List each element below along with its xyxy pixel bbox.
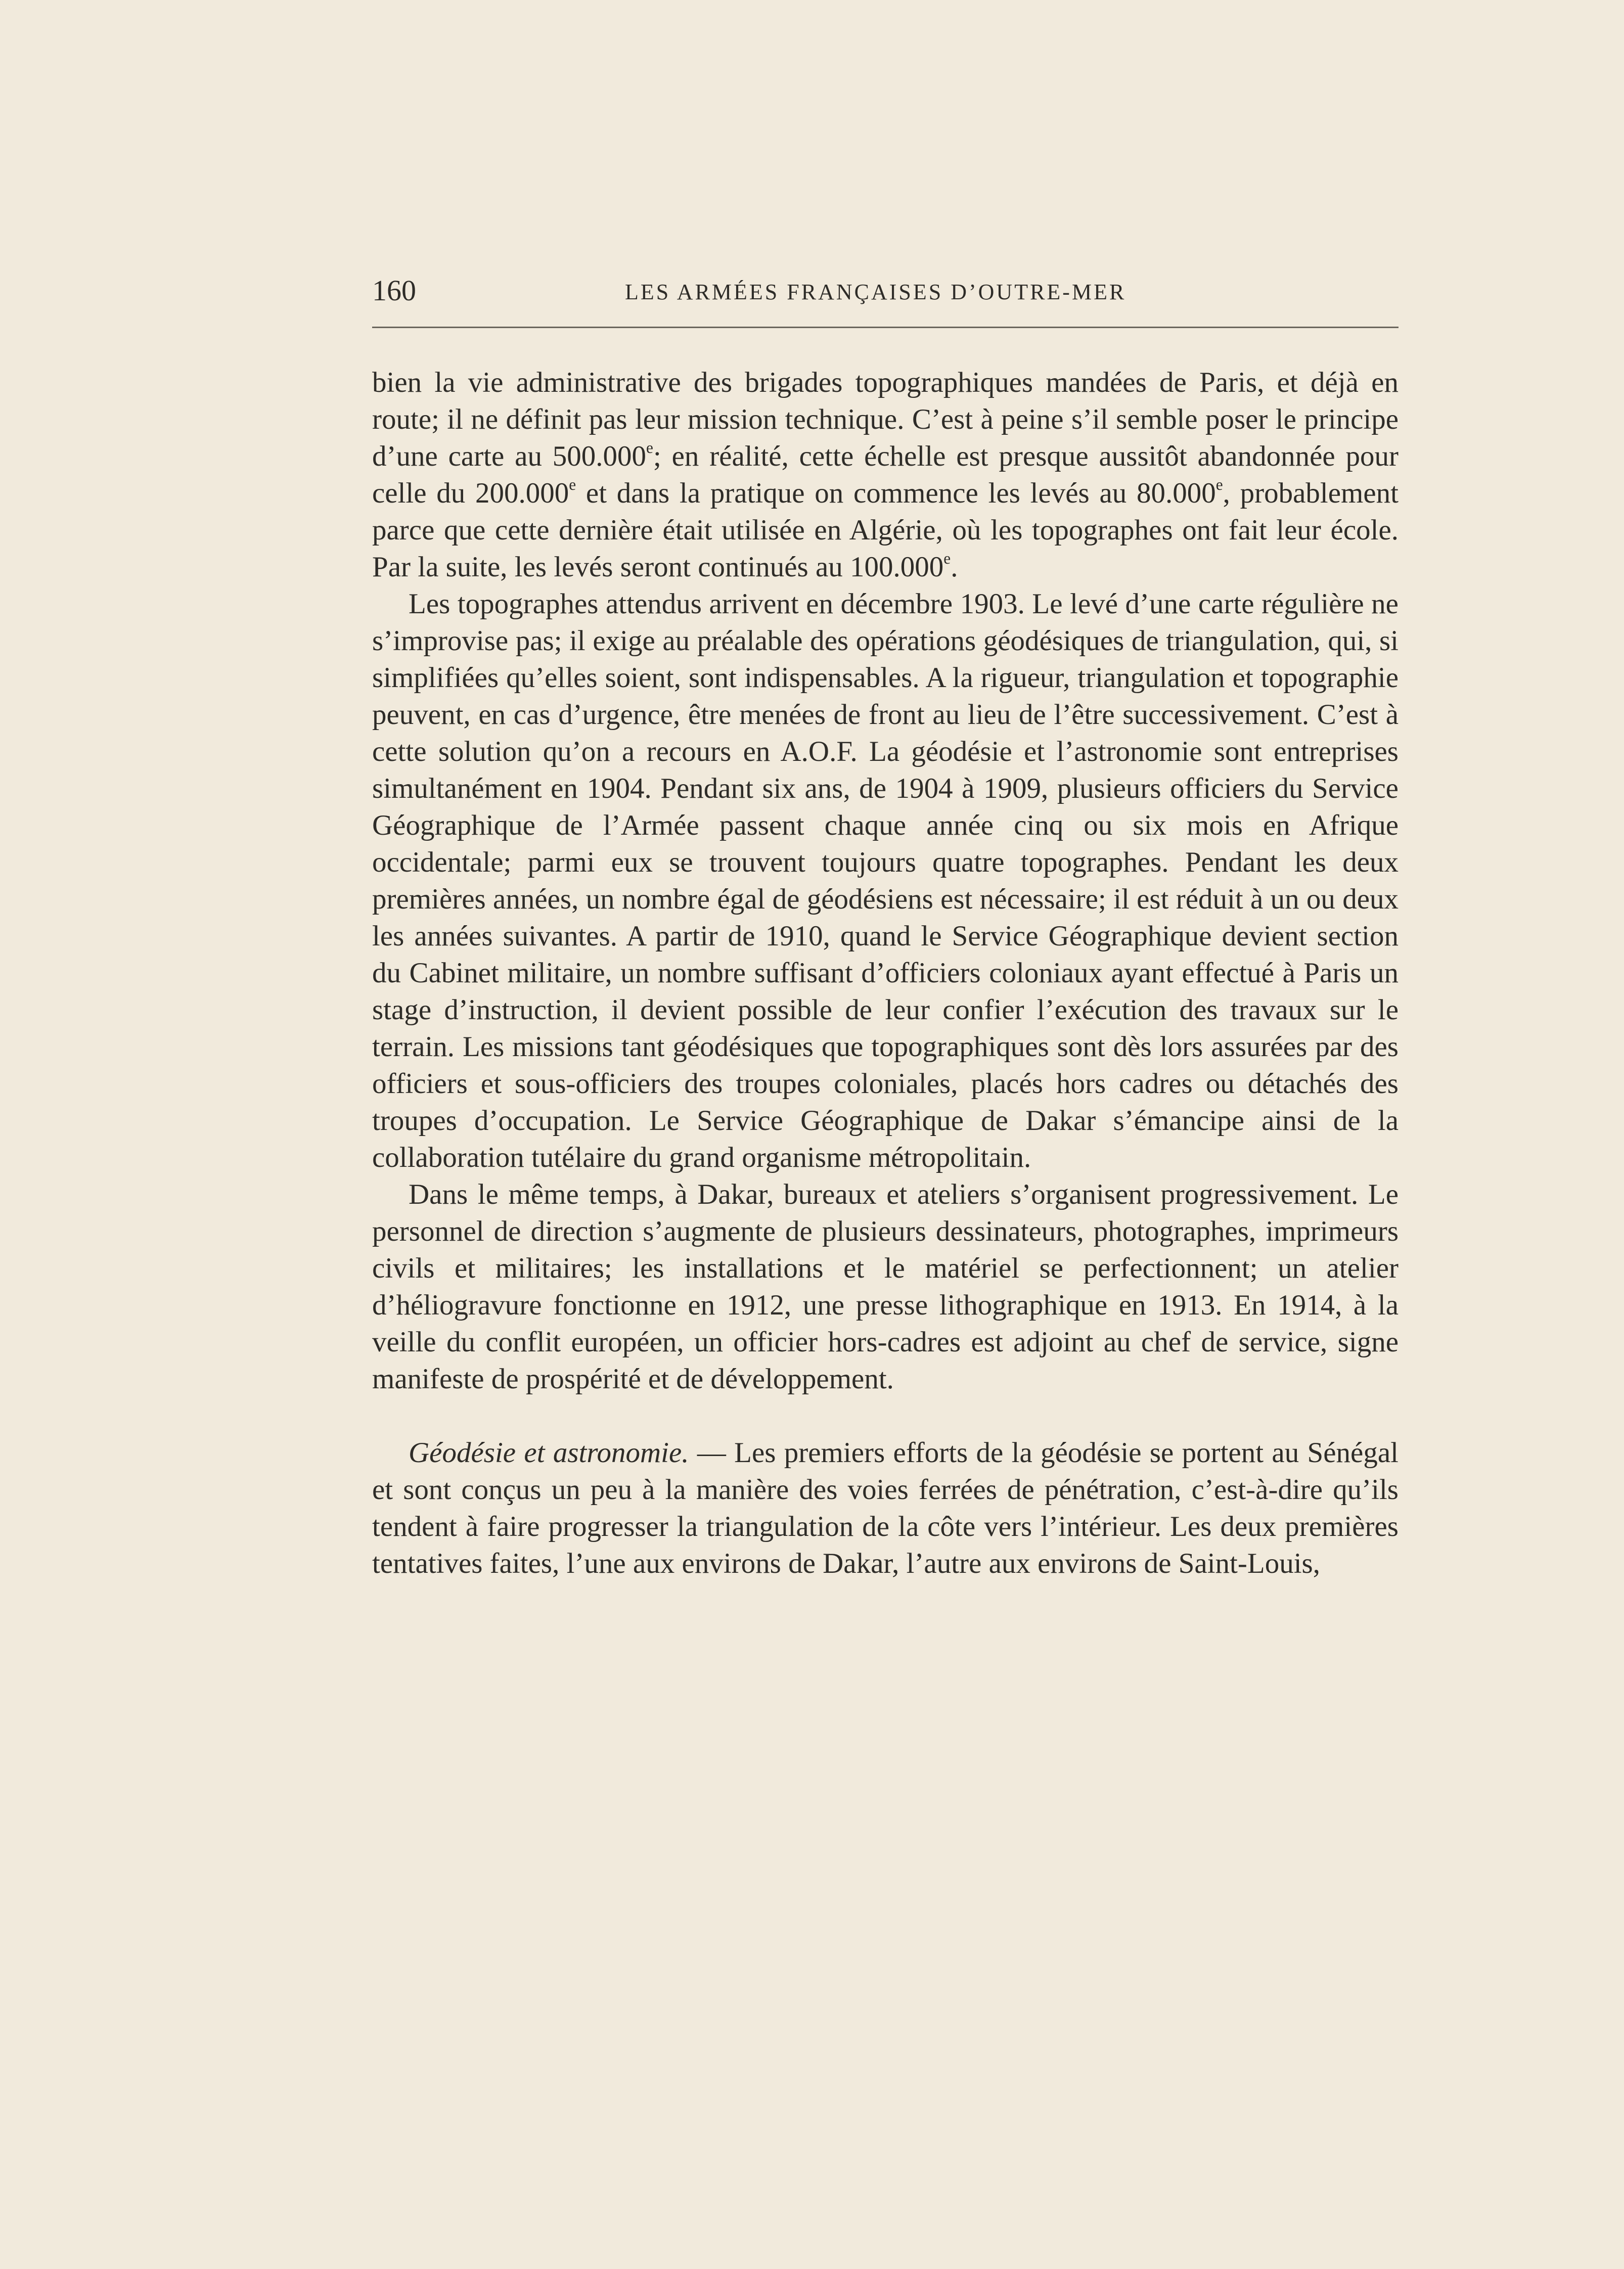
- paragraph-1-part-5: .: [951, 551, 958, 583]
- paragraph-1-part-1: bien la vie administrative des brigades topographiques mandées de Paris, et déjà en route; il ne définit pas leur mission technique. C’est à peine s’il semble poser le principe d’une carte au 500.000: [372, 367, 1399, 472]
- paragraph-3: Dans le même temps, à Dakar, bureaux et ateliers s’organisent progressivement. Le personnel de direction s’augmente de plusieurs dessinateurs, photographes, imprimeurs civils et militaires; les installations et le matériel se perfectionnent; un atelier d’héliogravure fonctionne en 1912, une presse lithographique en 1913. En 1914, à la veille du conflit européen, un officier hors-cadres est adjoint au chef de service, signe manifeste de prospérité et de développement.: [372, 1178, 1399, 1395]
- paragraph-1-part-3: et dans la pratique on commence les levés au 80.000: [576, 477, 1216, 509]
- body-text: [372, 364, 1399, 1582]
- page-number: 160: [372, 274, 416, 307]
- paragraph-4: [372, 1434, 1399, 1582]
- superscript-e: e: [1215, 475, 1223, 493]
- section-heading: Géodésie et astronomie.: [409, 1437, 689, 1469]
- header-rule: [372, 327, 1399, 328]
- paragraph-1-part-2: ; en réalité, cette échelle est presque aussitôt abandonnée pour celle du 200.000: [372, 440, 1399, 509]
- paragraph-2: Les topographes attendus arrivent en décembre 1903. Le levé d’une carte régulière ne s’improvise pas; il exige au préalable des opérations géodésiques de triangulation, qui, si simplifiées qu’elles soient, sont indispensables. A la rigueur, triangulation et topographie peuvent, en cas d’urgence, être menées de front au lieu de l’être successivement. C’est à cette solution qu’on a recours en A.O.F. La géodésie et l’astronomie sont entreprises simultanément en 1904. Pendant six ans, de 1904 à 1909, plusieurs officiers du Service Géographique de l’Armée passent chaque année cinq ou six mois en Afrique occidentale; parmi eux se trouvent toujours quatre topographes. Pendant les deux premières années, un nombre égal de géodésiens est nécessaire; il est réduit à un ou deux les années suivantes. A partir de 1910, quand le Service Géographique devient section du Cabinet militaire, un nombre suffisant d’officiers coloniaux ayant effectué à Paris un stage d’instruction, il devient possible de leur confier l’exécution des travaux sur le terrain. Les missions tant géodésiques que topographiques sont dès lors assurées par des officiers et sous-officiers des troupes coloniales, placés hors cadres ou détachés des troupes d’occupation. Le Service Géographique de Dakar s’émancipe ainsi de la collaboration tutélaire du grand organisme métropolitain.: [372, 588, 1399, 1173]
- page-header: [372, 273, 1399, 308]
- running-title: LES ARMÉES FRANÇAISES D’OUTRE-MER: [625, 280, 1126, 304]
- paragraph-1-part-4: , probablement parce que cette dernière était utilisée en Algérie, où les topographes ont fait leur école. Par la suite, les levés seront continués au 100.000: [372, 477, 1399, 583]
- paragraph-1: [372, 364, 1399, 585]
- superscript-e: e: [569, 475, 576, 493]
- paragraph-4-text: — Les premiers efforts de la géodésie se portent au Sénégal et sont conçus un peu à la manière des voies ferrées de pénétration, c’est-à-dire qu’ils tendent à faire progresser la triangulation de la côte vers l’intérieur. Les deux premières tentatives faites, l’une aux environs de Dakar, l’autre aux environs de Saint-Louis,: [372, 1437, 1399, 1579]
- superscript-e: e: [943, 549, 951, 567]
- superscript-e: e: [646, 438, 653, 457]
